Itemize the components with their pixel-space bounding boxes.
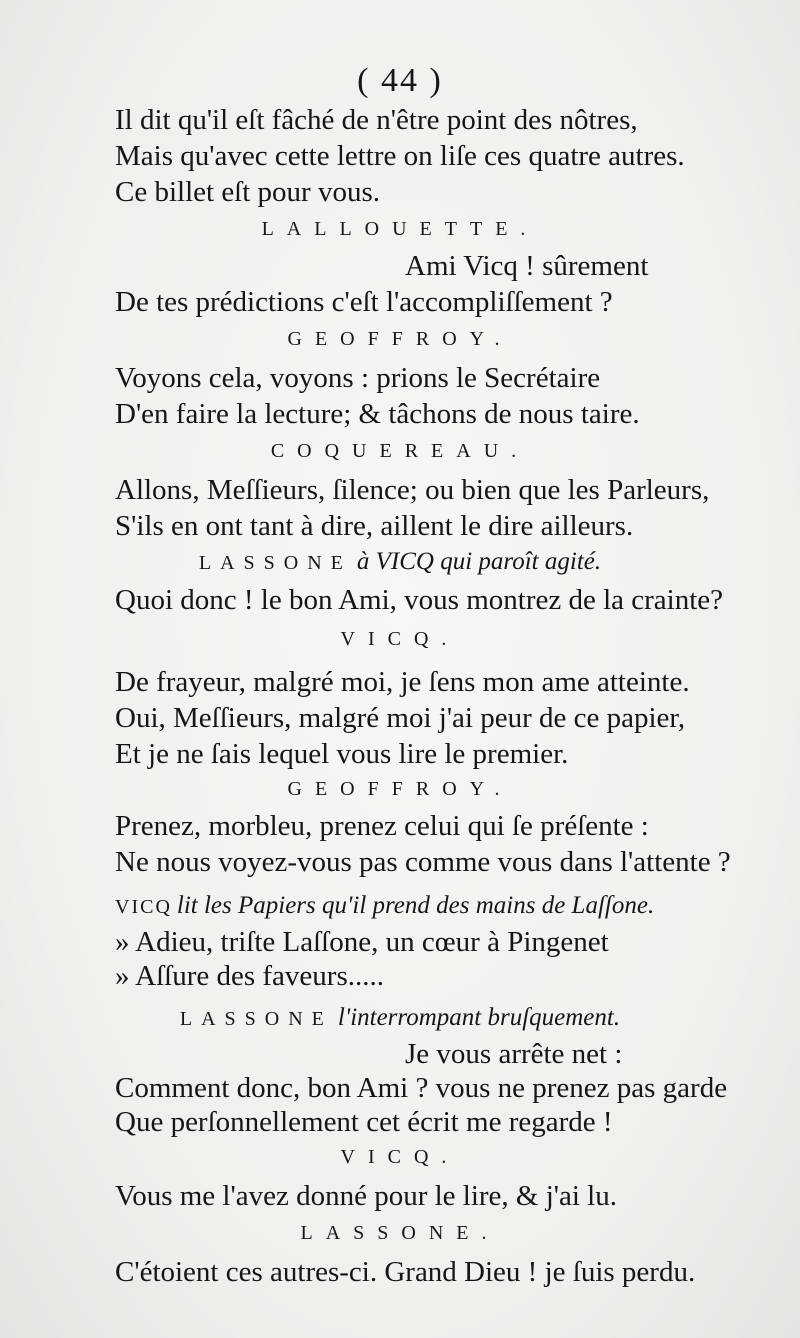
verse-line: Ami Vicq ! sûrement <box>405 250 649 282</box>
verse-line: Et je ne ſais lequel vous lire le premier. <box>115 738 569 770</box>
verse-line: C'étoient ces autres-ci. Grand Dieu ! je ſuis perdu. <box>115 1256 696 1288</box>
verse-line: Que perſonnellement cet écrit me regarde ! <box>115 1106 613 1138</box>
stage-direction: à VICQ qui paroît agité. <box>356 548 602 575</box>
speaker-name: VICQ. <box>340 628 460 650</box>
stage-direction: l'interrompant bruſquement. <box>337 1004 621 1031</box>
quoted-line: » Aſſure des faveurs..... <box>115 960 384 992</box>
speaker-name: LASSONE <box>198 552 352 574</box>
verse-line: Comment donc, bon Ami ? vous ne prenez pas garde <box>115 1072 728 1104</box>
verse-line: Mais qu'avec cette lettre on liſe ces quatre autres. <box>115 140 685 172</box>
verse-line: Prenez, morbleu, prenez celui qui ſe préſente : <box>115 810 649 842</box>
verse-line: D'en faire la lecture; & tâchons de nous taire. <box>115 398 640 430</box>
verse-line: Allons, Meſſieurs, ſilence; ou bien que les Parleurs, <box>115 474 710 506</box>
speaker-name: GEOFFROY. <box>287 328 513 350</box>
stage-direction: lit les Papiers qu'il prend des mains de Laſſone. <box>176 892 655 919</box>
verse-line: De frayeur, malgré moi, je ſens mon ame atteinte. <box>115 666 690 698</box>
verse-line: Quoi donc ! le bon Ami, vous montrez de la crainte? <box>115 584 724 616</box>
speaker-stage-direction <box>0 1004 800 1032</box>
speaker-stage-direction <box>115 892 800 920</box>
verse-line: Il dit qu'il eſt fâché de n'être point des nôtres, <box>115 104 638 136</box>
verse-line: S'ils en ont tant à dire, aillent le dire ailleurs. <box>115 510 634 542</box>
speaker-name: VICQ. <box>340 1146 460 1168</box>
verse-line: De tes prédictions c'eſt l'accompliſſement ? <box>115 286 613 318</box>
speaker-stage-direction <box>0 548 800 576</box>
verse-line: Je vous arrête net : <box>405 1038 623 1070</box>
speaker-name: LASSONE. <box>300 1222 500 1244</box>
speaker-name: VICQ <box>115 896 172 918</box>
verse-line: Ne nous voyez-vous pas comme vous dans l'attente ? <box>115 846 731 878</box>
speaker-name: LALLOUETTE. <box>261 218 539 240</box>
speaker-name: LASSONE <box>179 1008 333 1030</box>
verse-line: Voyons cela, voyons : prions le Secrétaire <box>115 362 601 394</box>
speaker-name: COQUEREAU. <box>270 440 530 462</box>
verse-line: Vous me l'avez donné pour le lire, & j'ai lu. <box>115 1180 617 1212</box>
verse-line: Ce billet eſt pour vous. <box>115 176 380 208</box>
speaker-name: GEOFFROY. <box>287 778 513 800</box>
page-number: ( 44 ) <box>357 62 443 99</box>
verse-line: Oui, Meſſieurs, malgré moi j'ai peur de ce papier, <box>115 702 686 734</box>
quoted-line: » Adieu, triſte Laſſone, un cœur à Pingenet <box>115 926 609 958</box>
